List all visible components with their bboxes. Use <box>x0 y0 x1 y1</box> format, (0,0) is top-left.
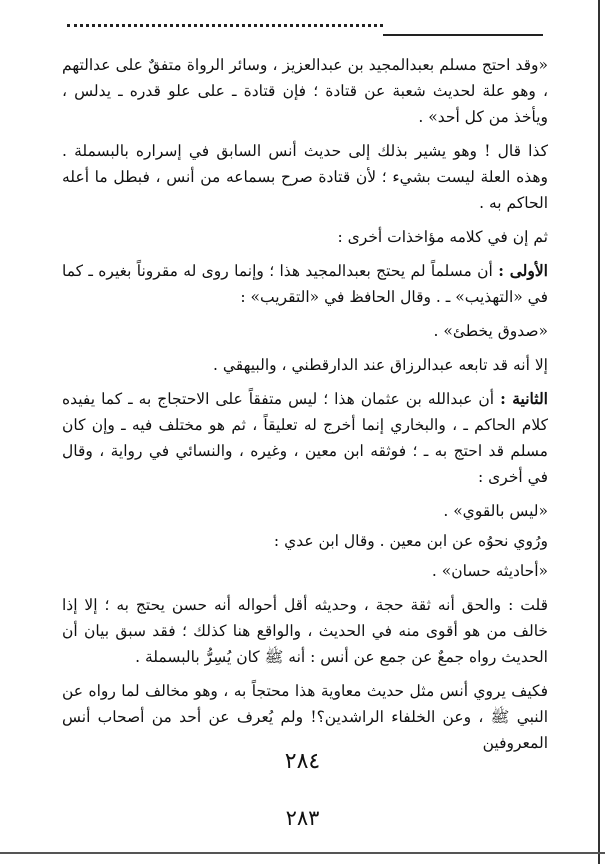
label-first: الأولى : <box>498 261 548 280</box>
paragraph-6-text: أن عبدالله بن عثمان هذا ؛ ليس متفقاً على الاحتجاج به ـ كما يفيده كلام الحاكم ـ ، والبخاري إنما أخرج له تعليقاً ، ثم هو مختلف فيه ـ وإن كان مسلم قد احتج به ـ ؛ فوثقه ابن معين ، وغيره ، والنسائي في رواية ، وقال في أخرى : <box>62 390 548 486</box>
page-right-border <box>598 0 600 864</box>
quote-1: «صدوق يخطئ» . <box>433 322 548 340</box>
header-dotted-line <box>67 24 383 27</box>
paragraph-1: «وقد احتج مسلم بعبدالمجيد بن عبدالعزيز ، وسائر الرواة متفقٌ على عدالتهم ، وهو علة لحديث شعبة عن قتادة ؛ فإن قتادة ـ على علو قدره ـ يدلس ، ويأخذ من كل أحد» . <box>62 56 548 126</box>
label-second: الثانية : <box>500 389 548 408</box>
page-number-top: ٢٨٤ <box>284 749 321 774</box>
header-solid-line <box>383 34 543 36</box>
paragraph-6 <box>62 386 548 490</box>
paragraph-2: كذا قال ! وهو يشير بذلك إلى حديث أنس السابق في إسراره بالبسملة . وهذه العلة ليست بشيء ؛ لأن قتادة صرح بسماعه من أنس ، فبطل ما أعله الحاكم به . <box>62 142 548 212</box>
paragraph-5: إلا أنه قد تابعه عبدالرزاق عند الدارقطني ، والبيهقي . <box>212 356 548 374</box>
page-bottom-border <box>0 852 605 854</box>
paragraph-8: قلت : والحق أنه ثقة حجة ، وحديثه أقل أحواله أنه حسن يحتج به ؛ إلا إذا خالف من هو أقوى منه في الحديث ، والواقع هنا كذلك ؛ فقد سبق بيان أن الحديث رواه جمعٌ عن جمع عن أنس : أنه ﷺ كان يُسِرُّ بالبسملة . <box>62 596 548 666</box>
paragraph-4 <box>62 258 548 310</box>
page-number-bottom: ٢٨٣ <box>285 806 320 830</box>
header-rule <box>67 20 543 42</box>
paragraph-3: ثم إن في كلامه مؤاخذات أخرى : <box>337 228 548 246</box>
paragraph-7: ورُوي نحوُه عن ابن معين . وقال ابن عدي : <box>273 532 548 550</box>
paragraph-9: فكيف يروي أنس مثل حديث معاوية هذا محتجاً به ، وهو مخالف لما رواه عن النبي ﷺ ، وعن الخلفاء الراشدين؟! ولم يُعرف عن أحد من أصحاب أنس المعروفين <box>62 682 548 752</box>
quote-2: «ليس بالقوي» . <box>443 502 548 520</box>
quote-3: «أحاديثه حسان» . <box>431 562 548 580</box>
paragraph-4-text: أن مسلماً لم يحتج بعبدالمجيد هذا ؛ وإنما روى له مقروناً بغيره ـ كما في «التهذيب» ـ . وقال الحافظ في «التقريب» : <box>62 262 548 306</box>
page-body <box>62 52 548 764</box>
